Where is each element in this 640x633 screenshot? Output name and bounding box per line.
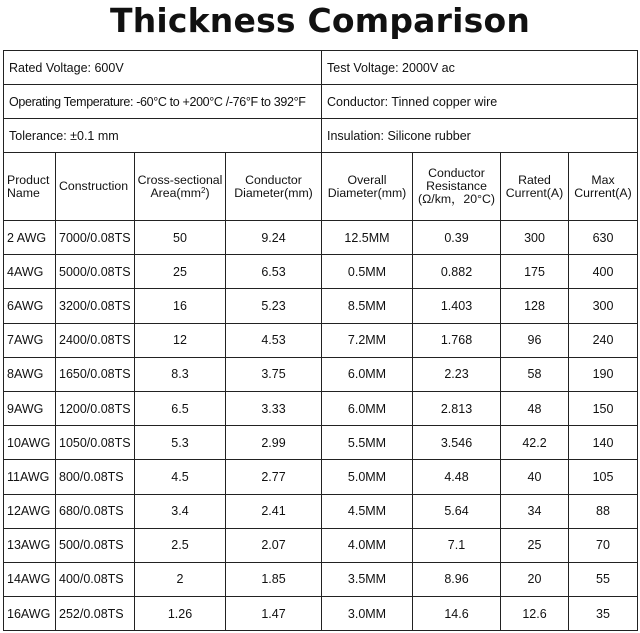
cell-overall-diameter: 4.5MM	[322, 494, 413, 528]
cell-conductor-diameter: 1.85	[226, 562, 322, 596]
cell-product-name: 2 AWG	[4, 221, 56, 255]
cell-conductor-resistance: 1.403	[413, 289, 501, 323]
header-conductor-resistance: Conductor Resistance (Ω/km，20°C)	[413, 153, 501, 221]
cell-overall-diameter: 6.0MM	[322, 391, 413, 425]
cell-cross-sectional-area: 50	[135, 221, 226, 255]
conductor: Conductor: Tinned copper wire	[322, 85, 638, 119]
cell-conductor-diameter: 4.53	[226, 323, 322, 357]
table-row	[4, 357, 638, 391]
cell-cross-sectional-area: 8.3	[135, 357, 226, 391]
cell-cross-sectional-area: 4.5	[135, 460, 226, 494]
table-row	[4, 528, 638, 562]
cell-construction: 2400/0.08TS	[56, 323, 135, 357]
cell-max-current: 88	[569, 494, 638, 528]
cell-rated-current: 20	[501, 562, 569, 596]
cell-max-current: 105	[569, 460, 638, 494]
cell-conductor-resistance: 0.882	[413, 255, 501, 289]
cell-overall-diameter: 0.5MM	[322, 255, 413, 289]
table-row	[4, 289, 638, 323]
table-row	[4, 494, 638, 528]
table-row	[4, 391, 638, 425]
table-row	[4, 460, 638, 494]
cell-cross-sectional-area: 5.3	[135, 426, 226, 460]
cell-overall-diameter: 3.5MM	[322, 562, 413, 596]
cell-overall-diameter: 3.0MM	[322, 597, 413, 631]
rated-voltage: Rated Voltage: 600V	[4, 51, 322, 85]
cell-conductor-diameter: 2.41	[226, 494, 322, 528]
cell-product-name: 10AWG	[4, 426, 56, 460]
cell-max-current: 300	[569, 289, 638, 323]
cell-rated-current: 96	[501, 323, 569, 357]
insulation: Insulation: Silicone rubber	[322, 119, 638, 153]
cell-conductor-diameter: 2.07	[226, 528, 322, 562]
cell-construction: 3200/0.08TS	[56, 289, 135, 323]
cell-construction: 1050/0.08TS	[56, 426, 135, 460]
cell-overall-diameter: 4.0MM	[322, 528, 413, 562]
cell-cross-sectional-area: 6.5	[135, 391, 226, 425]
cell-overall-diameter: 7.2MM	[322, 323, 413, 357]
cell-rated-current: 48	[501, 391, 569, 425]
header-cross-sectional-area: Cross-sectional $Area(mm^2)$	[135, 153, 226, 221]
cell-conductor-resistance: 0.39	[413, 221, 501, 255]
info-row	[4, 51, 638, 85]
info-row	[4, 119, 638, 153]
cell-construction: 680/0.08TS	[56, 494, 135, 528]
cell-cross-sectional-area: 25	[135, 255, 226, 289]
cell-cross-sectional-area: 12	[135, 323, 226, 357]
cell-construction: 5000/0.08TS	[56, 255, 135, 289]
header-overall-diameter: Overall Diameter(mm)	[322, 153, 413, 221]
cell-conductor-diameter: 3.75	[226, 357, 322, 391]
cell-max-current: 140	[569, 426, 638, 460]
cell-rated-current: 128	[501, 289, 569, 323]
header-construction: Construction	[56, 153, 135, 221]
cell-construction: 252/0.08TS	[56, 597, 135, 631]
cell-conductor-resistance: 2.23	[413, 357, 501, 391]
cell-conductor-resistance: 3.546	[413, 426, 501, 460]
cell-cross-sectional-area: 2.5	[135, 528, 226, 562]
cell-max-current: 240	[569, 323, 638, 357]
table-row	[4, 562, 638, 596]
cell-max-current: 55	[569, 562, 638, 596]
cell-cross-sectional-area: 16	[135, 289, 226, 323]
cell-construction: 500/0.08TS	[56, 528, 135, 562]
spec-table	[3, 50, 638, 631]
cell-conductor-diameter: 2.99	[226, 426, 322, 460]
cell-product-name: 11AWG	[4, 460, 56, 494]
cell-rated-current: 58	[501, 357, 569, 391]
cell-conductor-diameter: 3.33	[226, 391, 322, 425]
cell-product-name: 16AWG	[4, 597, 56, 631]
table-row	[4, 426, 638, 460]
cell-construction: 7000/0.08TS	[56, 221, 135, 255]
cell-product-name: 6AWG	[4, 289, 56, 323]
info-row	[4, 85, 638, 119]
cell-rated-current: 12.6	[501, 597, 569, 631]
header-conductor-diameter: Conductor Diameter(mm)	[226, 153, 322, 221]
operating-temperature: Operating Temperature: -60°C to +200°C /-76°F to 392°F	[4, 85, 322, 119]
cell-rated-current: 34	[501, 494, 569, 528]
cell-max-current: 150	[569, 391, 638, 425]
cell-construction: 400/0.08TS	[56, 562, 135, 596]
cell-overall-diameter: 12.5MM	[322, 221, 413, 255]
cell-conductor-diameter: 9.24	[226, 221, 322, 255]
header-row	[4, 153, 638, 221]
cell-product-name: 14AWG	[4, 562, 56, 596]
cell-conductor-resistance: 2.813	[413, 391, 501, 425]
test-voltage: Test Voltage: 2000V ac	[322, 51, 638, 85]
cell-rated-current: 25	[501, 528, 569, 562]
cell-product-name: 8AWG	[4, 357, 56, 391]
cell-product-name: 7AWG	[4, 323, 56, 357]
cell-conductor-diameter: 5.23	[226, 289, 322, 323]
header-rated-current: Rated Current(A)	[501, 153, 569, 221]
cell-overall-diameter: 8.5MM	[322, 289, 413, 323]
cell-product-name: 13AWG	[4, 528, 56, 562]
cell-rated-current: 42.2	[501, 426, 569, 460]
cell-max-current: 400	[569, 255, 638, 289]
cell-conductor-resistance: 8.96	[413, 562, 501, 596]
cell-max-current: 35	[569, 597, 638, 631]
cell-conductor-diameter: 2.77	[226, 460, 322, 494]
cell-cross-sectional-area: 1.26	[135, 597, 226, 631]
cell-overall-diameter: 5.0MM	[322, 460, 413, 494]
cell-rated-current: 300	[501, 221, 569, 255]
cell-conductor-resistance: 1.768	[413, 323, 501, 357]
cell-conductor-diameter: 1.47	[226, 597, 322, 631]
cell-max-current: 190	[569, 357, 638, 391]
cell-cross-sectional-area: 3.4	[135, 494, 226, 528]
cell-max-current: 630	[569, 221, 638, 255]
header-max-current: Max Current(A)	[569, 153, 638, 221]
cell-max-current: 70	[569, 528, 638, 562]
cell-overall-diameter: 5.5MM	[322, 426, 413, 460]
cell-construction: 1200/0.08TS	[56, 391, 135, 425]
cell-overall-diameter: 6.0MM	[322, 357, 413, 391]
cell-conductor-resistance: 4.48	[413, 460, 501, 494]
cell-rated-current: 40	[501, 460, 569, 494]
cell-conductor-resistance: 7.1	[413, 528, 501, 562]
tolerance: Tolerance: ±0.1 mm	[4, 119, 322, 153]
table-row	[4, 323, 638, 357]
cell-product-name: 9AWG	[4, 391, 56, 425]
cell-conductor-resistance: 14.6	[413, 597, 501, 631]
cell-product-name: 12AWG	[4, 494, 56, 528]
page-title: Thickness Comparison	[109, 1, 531, 40]
cell-product-name: 4AWG	[4, 255, 56, 289]
table-row	[4, 597, 638, 631]
cell-cross-sectional-area: 2	[135, 562, 226, 596]
cell-construction: 800/0.08TS	[56, 460, 135, 494]
header-product-name: Product Name	[4, 153, 56, 221]
cell-conductor-resistance: 5.64	[413, 494, 501, 528]
cell-rated-current: 175	[501, 255, 569, 289]
table-row	[4, 255, 638, 289]
table-row	[4, 221, 638, 255]
cell-construction: 1650/0.08TS	[56, 357, 135, 391]
cell-conductor-diameter: 6.53	[226, 255, 322, 289]
